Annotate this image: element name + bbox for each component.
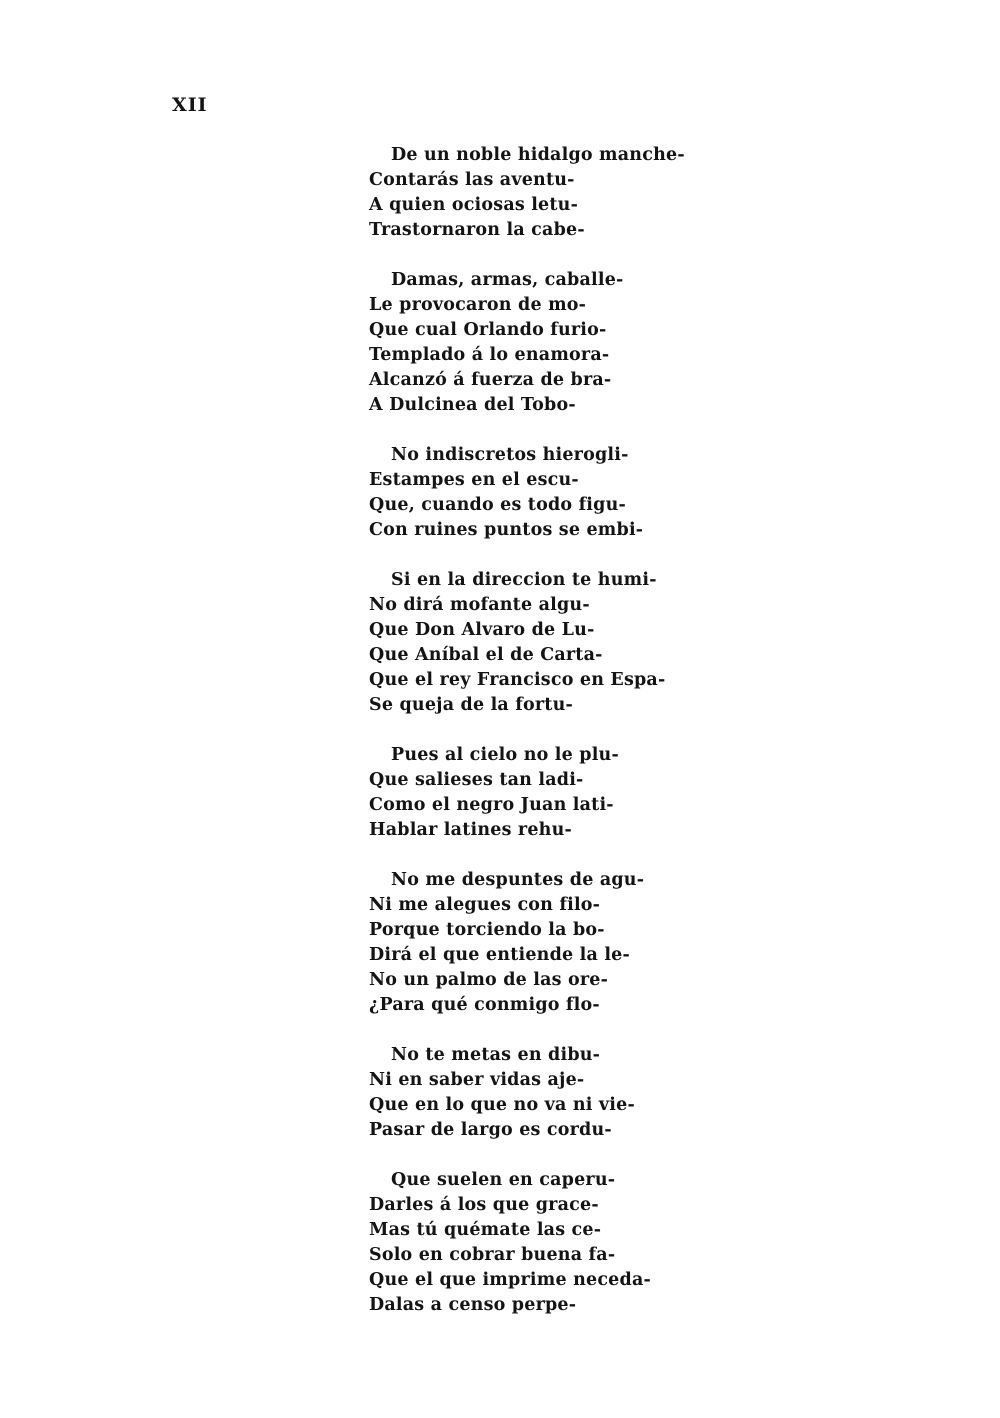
verse-line: Ni me alegues con filo- [369,895,601,915]
verse-line: Mas tú quémate las ce- [369,1220,602,1240]
verse-line: Que en lo que no va ni vie- [369,1095,635,1115]
verse-line: No te metas en dibu- [391,1045,601,1065]
verse-line: Solo en cobrar buena fa- [369,1245,616,1265]
verse-line: Trastornaron la cabe- [369,220,585,240]
stanza [369,268,929,418]
verse-line: Si en la direccion te humi- [391,570,657,590]
verse-line: Le provocaron de mo- [369,295,587,315]
verse-line: ¿Para qué conmigo flo- [369,995,600,1015]
verse-line: Pues al cielo no le plu- [391,745,619,765]
verse-line: Que cual Orlando furio- [369,320,607,340]
verse-line: A Dulcinea del Tobo- [369,395,576,415]
stanza [369,743,929,843]
poem [369,143,929,1343]
verse-line: Ni en saber vidas aje- [369,1070,585,1090]
verse-line: Con ruines puntos se embi- [369,520,644,540]
stanza [369,568,929,718]
stanza [369,143,929,243]
verse-line: No me despuntes de agu- [391,870,645,890]
verse-line: Que salieses tan ladi- [369,770,584,790]
verse-line: Pasar de largo es cordu- [369,1120,612,1140]
verse-line: Alcanzó á fuerza de bra- [369,370,612,390]
verse-line: Estampes en el escu- [369,470,579,490]
verse-line: Dalas a censo perpe- [369,1295,577,1315]
stanza [369,1043,929,1143]
verse-line: No un palmo de las ore- [369,970,609,990]
verse-line: De un noble hidalgo manche- [391,145,685,165]
verse-line: Que Don Alvaro de Lu- [369,620,595,640]
stanza [369,868,929,1018]
verse-line: Porque torciendo la bo- [369,920,605,940]
verse-line: Que Aníbal el de Carta- [369,645,603,665]
verse-line: Templado á lo enamora- [369,345,610,365]
verse-line: No indiscretos hierogli- [391,445,629,465]
verse-line: Damas, armas, caballe- [391,270,624,290]
stanza [369,443,929,543]
verse-line: A quien ociosas letu- [369,195,579,215]
verse-line: No dirá mofante algu- [369,595,590,615]
verse-line: Que el rey Francisco en Espa- [369,670,666,690]
verse-line: Dirá el que entiende la le- [369,945,630,965]
verse-line: Que el que imprime neceda- [369,1270,651,1290]
verse-line: Que suelen en caperu- [391,1170,616,1190]
page-number: XII [172,94,208,116]
verse-line: Hablar latines rehu- [369,820,572,840]
verse-line: Como el negro Juan lati- [369,795,614,815]
verse-line: Que, cuando es todo figu- [369,495,626,515]
stanza [369,1168,929,1318]
verse-line: Contarás las aventu- [369,170,575,190]
verse-line: Darles á los que grace- [369,1195,599,1215]
verse-line: Se queja de la fortu- [369,695,573,715]
